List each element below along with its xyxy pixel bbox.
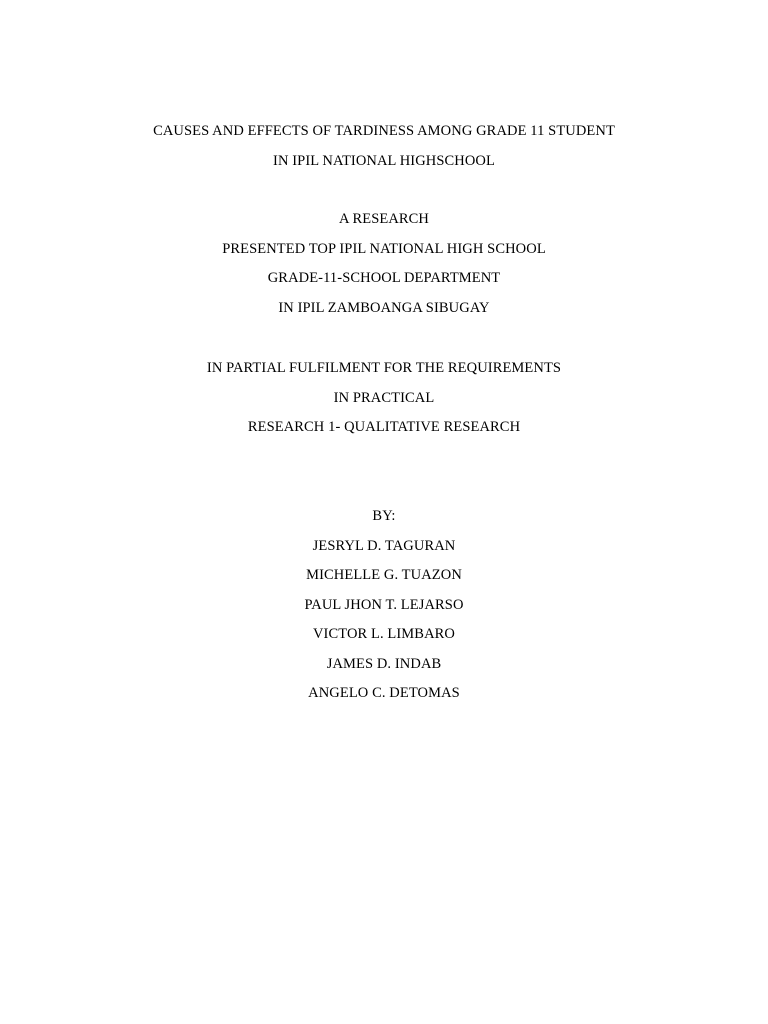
by-label: BY: [372,508,396,524]
title-line: IN IPIL NATIONAL HIGHSCHOOL [273,152,495,169]
title-block [0,117,768,176]
author-name: JESRYL D. TAGURAN [312,537,456,554]
research-line: PRESENTED TOP IPIL NATIONAL HIGH SCHOOL [222,240,546,257]
fulfilment-block [0,354,768,443]
author-name: JAMES D. INDAB [326,655,442,672]
research-line: A RESEARCH [338,211,430,227]
author-name: MICHELLE G. TUAZON [306,567,462,583]
research-line: GRADE-11-SCHOOL DEPARTMENT [267,270,501,286]
author-name: VICTOR L. LIMBARO [312,626,455,642]
author-name: ANGELO C. DETOMAS [308,685,460,701]
authors-block [0,502,768,709]
fulfilment-line: IN PARTIAL FULFILMENT FOR THE REQUIREMENTS [206,360,562,376]
fulfilment-line: RESEARCH 1- QUALITATIVE RESEARCH [247,419,521,435]
fulfilment-line: IN PRACTICAL [333,389,435,406]
research-line: IN IPIL ZAMBOANGA SIBUGAY [278,299,490,316]
title-line: CAUSES AND EFFECTS OF TARDINESS AMONG GRADE 11 STUDENT [153,123,615,139]
author-name: PAUL JHON T. LEJARSO [304,596,464,613]
research-presentation-block [0,205,768,323]
